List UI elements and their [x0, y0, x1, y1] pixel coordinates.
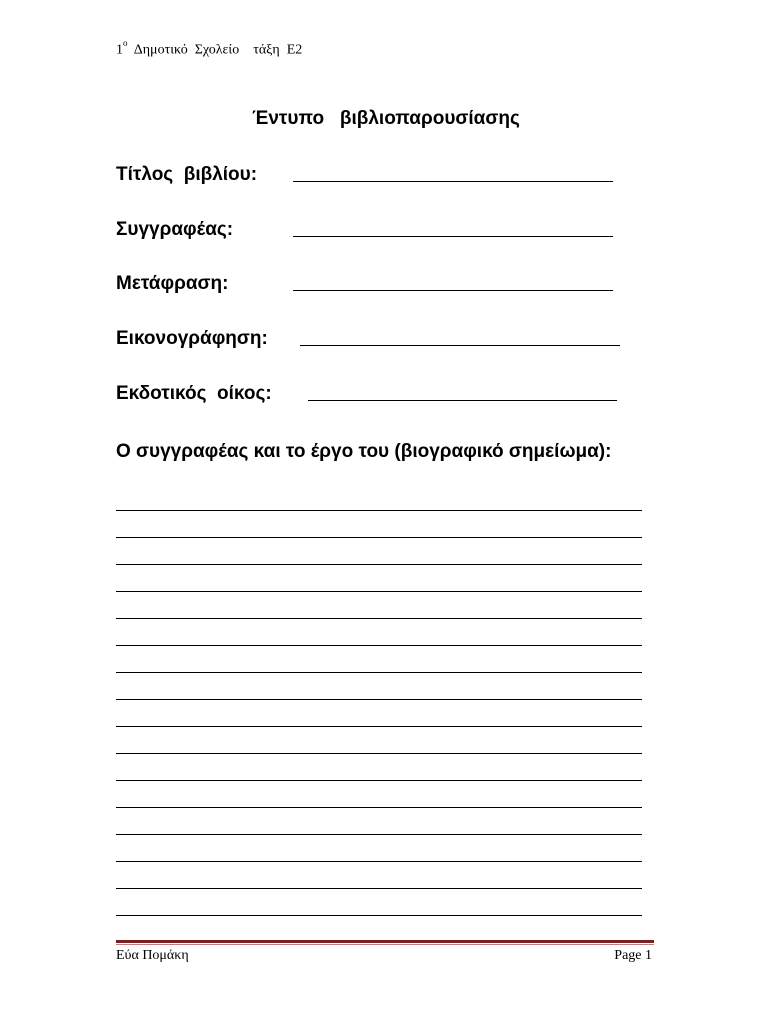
book-title-answer-line[interactable] — [293, 181, 613, 182]
writing-line[interactable] — [116, 834, 642, 835]
writing-line[interactable] — [116, 672, 642, 673]
writing-line[interactable] — [116, 753, 642, 754]
translation-answer-line[interactable] — [293, 290, 613, 291]
writing-line[interactable] — [116, 591, 642, 592]
writing-line[interactable] — [116, 780, 642, 781]
header-school: Δημοτικό Σχολείο — [133, 42, 240, 58]
illustration-answer-line[interactable] — [300, 345, 620, 346]
field-label-illustration: Εικονογράφηση: — [116, 328, 268, 349]
field-label-author: Συγγραφέας: — [116, 219, 234, 240]
writing-line[interactable] — [116, 915, 642, 916]
writing-line[interactable] — [116, 888, 642, 889]
writing-line[interactable] — [116, 510, 642, 511]
author-answer-line[interactable] — [293, 236, 613, 237]
writing-line[interactable] — [116, 807, 642, 808]
field-label-translation: Μετάφραση: — [116, 273, 229, 294]
writing-line[interactable] — [116, 861, 642, 862]
form-title: Έντυπο βιβλιοπαρουσίασης — [252, 108, 520, 129]
footer-page-number: Page 1 — [614, 948, 652, 963]
header-class: τάξη Ε2 — [253, 42, 303, 58]
writing-line[interactable] — [116, 618, 642, 619]
writing-line[interactable] — [116, 564, 642, 565]
footer-divider-accent — [116, 944, 654, 945]
footer-divider — [116, 940, 654, 943]
field-label-book-title: Τίτλος βιβλίου: — [116, 164, 258, 185]
bio-prompt: Ο συγγραφέας και το έργο του (βιογραφικό σημείωμα): — [116, 441, 612, 462]
writing-line[interactable] — [116, 699, 642, 700]
publisher-answer-line[interactable] — [308, 400, 617, 401]
writing-line[interactable] — [116, 726, 642, 727]
header-number: 1 — [116, 42, 123, 58]
footer-author: Εύα Πομάκη — [116, 948, 189, 963]
header-superscript: ο — [123, 38, 128, 48]
page-header — [116, 40, 302, 59]
writing-line[interactable] — [116, 537, 642, 538]
writing-line[interactable] — [116, 645, 642, 646]
field-label-publisher: Εκδοτικός οίκος: — [116, 383, 272, 404]
